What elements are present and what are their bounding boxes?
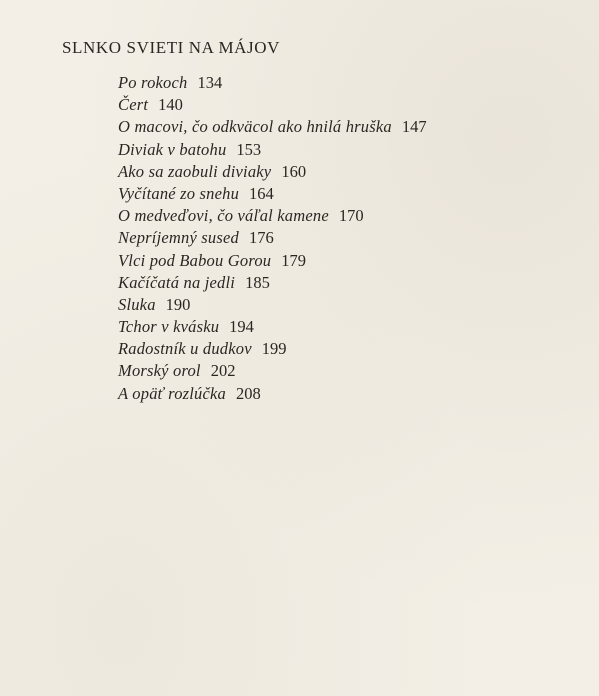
toc-entry-page: 170 [338, 206, 364, 226]
toc-entry-page: 194 [229, 317, 254, 337]
toc-entry-title: Čert [118, 95, 149, 115]
toc-entry [118, 360, 427, 382]
toc-entry [118, 72, 427, 94]
toc-entry [118, 316, 427, 338]
toc-entry-title: O medveďovi, čo váľal kamene [118, 206, 329, 226]
toc-entry [118, 227, 427, 249]
toc-entry-page: 140 [158, 95, 183, 115]
toc-entry-page: 164 [249, 183, 274, 203]
toc-entry-title: Radostník u dudkov [118, 339, 252, 359]
toc-entry-page: 153 [236, 139, 262, 159]
toc-entry-title: Diviak v batohu [118, 139, 227, 159]
toc-entry-page: 199 [261, 339, 287, 359]
toc-entry [118, 205, 427, 227]
toc-entry-page: 134 [197, 73, 223, 92]
toc-entry-page: 179 [281, 250, 306, 270]
toc-entry-page: 147 [401, 117, 427, 137]
toc-entry-page: 190 [165, 294, 191, 314]
toc-entry-title: Po rokoch [118, 73, 188, 92]
toc-entry-page: 176 [248, 228, 274, 248]
toc-entry-title: Morský orol [118, 361, 201, 381]
toc-entry [118, 94, 427, 116]
toc-entry [118, 161, 427, 183]
toc-entry [118, 116, 427, 138]
toc-entry [118, 250, 427, 272]
toc-entry-page: 208 [236, 383, 261, 403]
toc-entry [118, 183, 427, 205]
toc-entry-title: Vyčítané zo snehu [118, 183, 240, 203]
toc-entry [118, 139, 427, 161]
toc-entry-title: Sluka [118, 294, 156, 314]
toc-entry-title: Nepríjemný sused [118, 228, 239, 248]
toc-entry-page: 202 [210, 361, 236, 381]
toc-entry-title: Vlci pod Babou Gorou [118, 250, 272, 270]
toc-entry-title: Ako sa zaobuli diviaky [118, 161, 272, 181]
toc-entry-title: A opäť rozlúčka [118, 383, 226, 403]
toc-entry-title: O macovi, čo odkväcol ako hnilá hruška [118, 117, 392, 137]
toc-entry-title: Tchor v kvásku [118, 317, 220, 337]
toc-entry [118, 294, 427, 316]
toc-entry [118, 383, 427, 405]
section-title: SLNKO SVIETI NA MÁJOV [62, 38, 281, 57]
toc-entry [118, 338, 427, 360]
toc-entry-page: 185 [245, 272, 270, 292]
toc-entry-page: 160 [281, 161, 307, 181]
toc-entry [118, 272, 427, 294]
toc-entry-title: Kačíčatá na jedli [118, 272, 236, 292]
table-of-contents [118, 72, 427, 405]
